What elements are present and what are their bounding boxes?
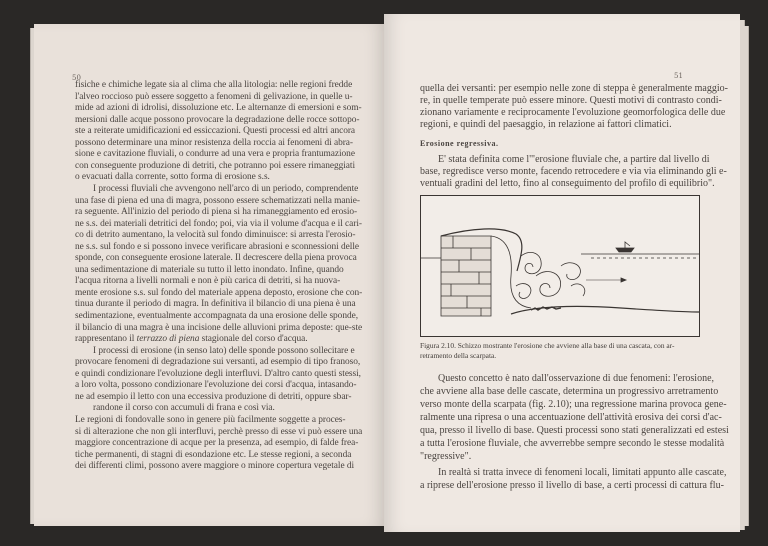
text-line: ra seguente. All'inizio del periodo di piena si ha rimaneggiamento ed erosio- [75,207,358,218]
text-line: l'alveo roccioso può essere soggetto a fenomeni di gelivazione, in quelle u- [75,91,353,102]
text-line: provocare fenomeni di degradazione sui versanti, ad esempio di tipo franoso, [75,357,361,368]
text-line: co di detrito aumentano, la velocità sul fondo diminuisce: si arresta l'erosio- [75,230,356,241]
text-line: ventuali gradini del letto, fino al conseguimento del profilo di equilibrio". [420,178,715,189]
caption-line: retramento della scarpata. [420,351,497,360]
text-line: Le regioni di fondovalle sono in genere più facilmente soggette a proces- [75,414,346,425]
waterfall-illustration [421,196,699,336]
text-line: regioni, e quindi del paesaggio, in relazione ai fattori climatici. [420,119,672,130]
text-line: re, in quelle temperate può essere minore. Questi motivi di contrasto condi- [420,95,722,106]
text-line: ne s.s. dei materiali detritici del fondo; poi, via via il volume d'acqua e il cari- [75,218,362,229]
text-line: ne s.s. sul fondo e si possono invece verificare abrasioni e sconnessioni delle [75,241,359,252]
text-line: sponde, con conseguente erosione laterale. Il decrescere della piena provoca [75,253,357,264]
text-line: mide ad azioni di idrolisi, dissoluzione etc. Le alternanze di emersioni e som- [75,103,362,114]
text-line: mersioni dalle acque possono provocare la degradazione delle rocce sottopo- [75,114,360,125]
page-number: 51 [674,72,683,80]
text-line: maggiore concentrazione di acque per la presenza, ad esempio, di falde frea- [75,438,359,449]
text-line: sedimentazione, eventualmente accompagnata da una erosione delle sponde, [75,311,359,321]
text-line: dei differenti climi, possono avere maggiore o minore copertura vegetale di [75,461,355,472]
page-number: 50 [72,74,81,82]
text-line: I processi di erosione (in senso lato) delle sponde possono sollecitare e [93,345,355,356]
text-line: una sedimentazione di materiale su tutto il letto inondato. Infine, quando [75,264,344,275]
text-line: fisiche e chimiche legate sia al clima che alla litologia: nelle regioni fredde [75,80,353,90]
text-span: stagionale del corso d'acqua. [199,334,308,345]
right-page [384,14,740,532]
text-line: l'acqua ritorna a livelli normali e non è più carica di detriti, si ha nuova- [75,276,341,287]
text-line: ne ad esempio il letto con una eccessiva produzione di detriti, oppure sbar- [75,391,352,402]
text-line: ste a reiterate umidificazioni ed essiccazioni. Questi processi ed altri ancora [75,126,356,137]
figure-waterfall-sketch [420,195,700,337]
text-line: qua, presso il livello di base. Questi processi sono stati generalizzati ed estesi [420,425,729,436]
text-line: In realtà si tratta invece di fenomeni locali, limitati appunto alle cascate, [438,467,727,478]
text-line: quella dei versanti: per esempio nelle zone di steppa è generalmente maggio- [420,83,728,94]
text-line: con conseguente produzione di detriti, che potranno poi essere rimaneggiati [75,160,356,171]
text-line: zionano variamente e reciprocamente l'evoluzione geomorfologica delle due [420,107,726,118]
text-line: I processi fluviali che avvengono nell'arco di un periodo, comprendente [93,183,359,194]
text-line: mente erosione s.s. sul fondo del materiale appena deposto, erosione che con- [75,287,363,298]
text-line: tinua durante il periodo di magra. In definitiva il bilancio di una piena è una [75,299,356,310]
text-line: Questo concetto è nato dall'osservazione di due fenomeni: l'erosione, [438,373,715,384]
text-line: a riprese dell'erosione presso il livello di base, a certi processi di cattura flu- [420,480,724,491]
text-line: base, regredisce verso monte, facendo retrocedere e via via eliminando gli e- [420,166,727,177]
italic-term: terrazzo di piena [136,334,200,345]
section-heading: Erosione regressiva. [420,139,499,148]
text-line [75,334,308,344]
text-line: che avviene alla base delle cascate, determina un progressivo arretramento [420,386,719,397]
text-line: randone il corso con accumuli di frana e così via. [93,403,275,414]
text-line: E' stata definita come l'"erosione fluviale che, a partire dal livello di [438,154,710,165]
text-line: a loro volta, possono condizionare l'evoluzione dei corsi d'acqua, intasando- [75,380,357,391]
text-line: una fase di piena ed una di magra, possono essere schematizzati nella manie- [75,195,360,206]
caption-line: Figura 2.10. Schizzo mostrante l'erosione che avviene alla base di una cascata, con ar- [420,341,675,350]
text-line: "regressive". [420,451,472,462]
page-edges [742,26,749,526]
text-line: ralmente una ripresa o una accentuazione dell'attività erosiva dei corsi d'ac- [420,412,722,423]
text-line: e quindi condizionare l'evoluzione degli interfluvi. D'altro canto questi stessi, [75,368,361,379]
text-line: possono determinare una minor resistenza della roccia ai fenomeni di abra- [75,137,353,148]
text-line: verso monte della scarpata (fig. 2.10); una regressione marina provoca gene- [420,399,727,410]
text-line: sione e cavitazione fluviali, o condurre ad una vera e propria frantumazione [75,149,355,160]
text-line: a tutta l'erosione fluviale, che avverrebbe sempre secondo le stesse modalità [420,438,725,449]
text-line: il bilancio di una magra è una incisione delle alluvioni prima deposte: que-ste [75,322,363,333]
text-line: tiche permanenti, di stagni di esondazione etc. Le stesse regioni, a seconda [75,449,352,460]
left-page [34,24,386,526]
text-line: o evacuati dalla corrente, sotto forma di erosione s.s. [75,172,270,183]
text-span: rappresentano il [75,334,137,345]
text-line: si di alterazione che non gli interfluvi, perchè presso di esse vi può essere una [75,426,363,437]
